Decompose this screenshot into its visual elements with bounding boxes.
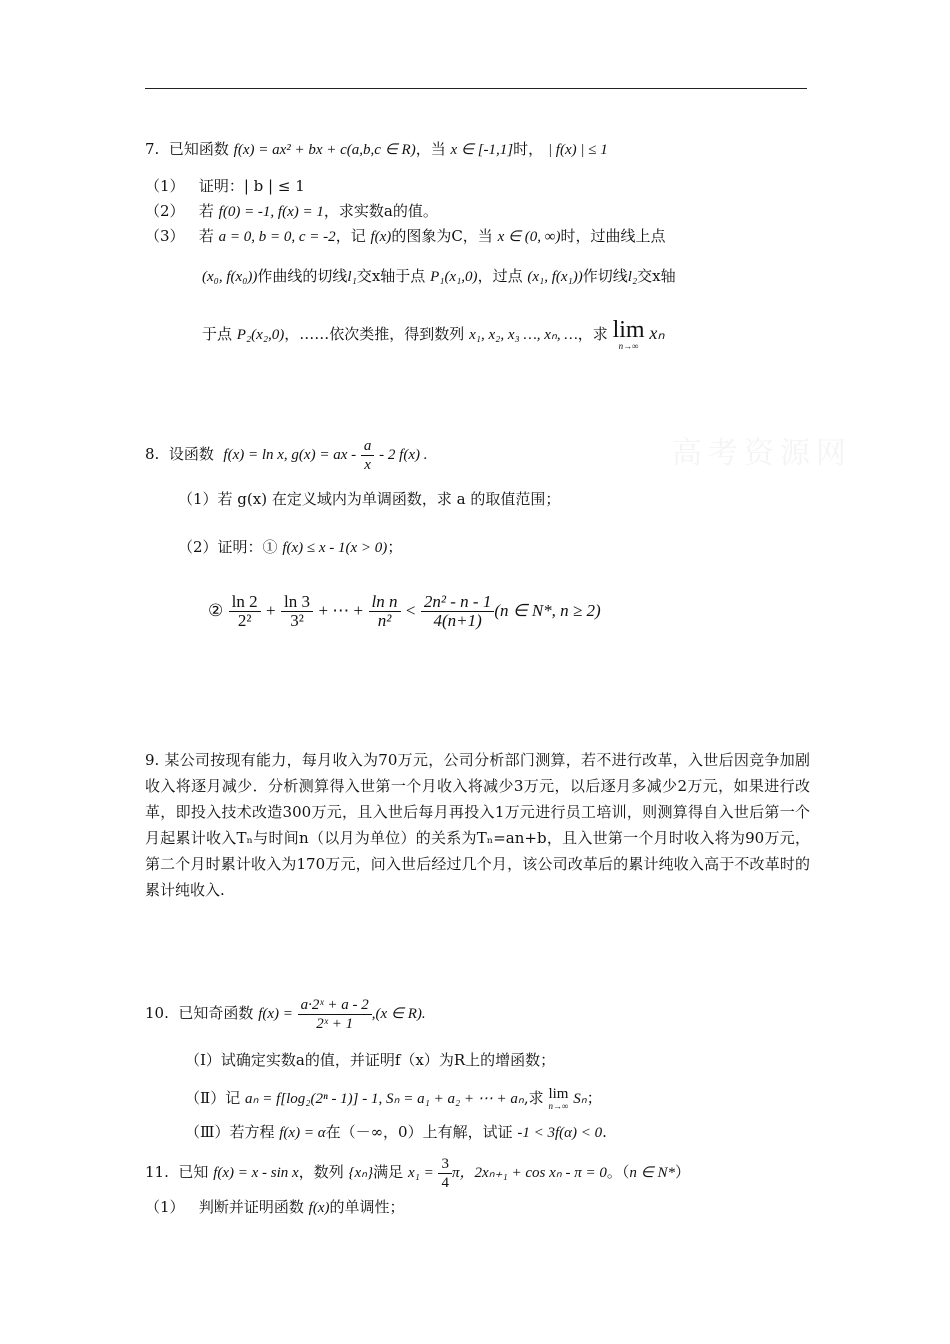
fraction: $\frac{a}{x}$ [361,437,375,474]
q9-text: 9. 某公司按现有能力，每月收入为70万元，公司分析部门测算，若不进行改革，入世后因竞争加剧收入将逐月减少．分析测算得入世第一个月收入将减少3万元，以后逐月多减少2万元，如果进行改革，即投入技术改造300万元，且入世后每月再投入1万元进行员工培训，则测算得自入世后第一个月起累计收入Tₙ与时间n（以月为单位）的关系为Tₙ=an+b，且入世第一个月时收入将为90万元，第二个月时累计收入为170万元，问入世后经过几个月，该公司改革后的累计纯收入高于不改革时的累计纯收入. [145,751,810,899]
q8-part1: （1）若 g(x) 在定义域内为单调函数，求 a 的取值范围； [178,490,561,508]
fraction: $\frac{3}{4}$ [438,1155,452,1192]
q7-stem: 7. 已知函数 f(x) = ax² + bx + c(a,b,c ∈ R)，当 x ∈ [-1,1]时， | f(x) | ≤ 1 [145,140,608,158]
q10-part3: （Ⅲ）若方程 f(x) = α在（－∞，0）上有解，试证 -1 < 3f(α) < 0. [185,1123,607,1141]
q7-part3: （3） 若 a = 0, b = 0, c = -2，记 f(x)的图象为C，当 x ∈ (0, ∞)时，过曲线上点 [145,227,666,245]
q7-part2: （2） 若 f(0) = -1, f(x) = 1，求实数a的值。 [145,202,438,220]
limit-operator: lim n→∞ [612,317,645,351]
q10-stem: 10. 已知奇函数 f(x) = $\frac{\text{a·2ˣ + a - 2}}{\text{2ˣ + 1}}$ ,(x ∈ R). [145,996,426,1032]
watermark: 高考资源网 [672,436,852,471]
q8-stem: 8. 设函数 f(x) = ln x, g(x) = ax - $\frac{a}{x}$ - 2 f(x) . [145,437,428,473]
q11-stem: 11. 已知 f(x) = x - sin x，数列 {xₙ}满足 x₁ = $\frac{3}{4}$ π，2xₙ₊₁ + cos xₙ - π = 0。（n ∈ N*） [145,1155,691,1191]
q7-part1: （1） 证明：| b | ≤ 1 [145,177,305,195]
header-rule [145,88,807,89]
q11-part1: （1） 判断并证明函数 f(x)的单调性； [145,1198,405,1216]
q10-part1: （Ⅰ）试确定实数a的值，并证明f（x）为R上的增函数； [185,1051,556,1069]
q7-part3-line2: (x₀, f(x₀))作曲线的切线l₁交x轴于点 P₁(x₁,0)，过点 (x₁, f(x₁))作切线l₂交x轴 [202,267,676,285]
q7-part3-line3: 于点 P₂(x₂,0)，……依次类推，得到数列 x₁, x₂, x₃ …, xₙ, …，求 lim n→∞ xₙ [202,317,665,351]
fraction: $\frac{\text{a·2ˣ + a - 2}}{\text{2ˣ + 1}}$ [298,996,372,1033]
q8-part2: （2）证明：① f(x) ≤ x - 1(x > 0)； [178,538,403,556]
q10-part2: （Ⅱ）记 aₙ = f[log₂(2ⁿ - 1)] - 1, Sₙ = a₁ + a₂ + ⋯ + aₙ,求 lim n→∞ Sₙ； [185,1086,602,1111]
q8-inequality: ② $\frac{\ln 2}{\text{2²}}$ + $\frac{\ln 3}{\text{3²}}$ + ⋯ + $\frac{\text{ln n}}{\text{n²}}$ < $\frac{\text{2n² - n - 1}}{4(n+1)}$ (n ∈ N*, n ≥ 2) [208,592,601,630]
